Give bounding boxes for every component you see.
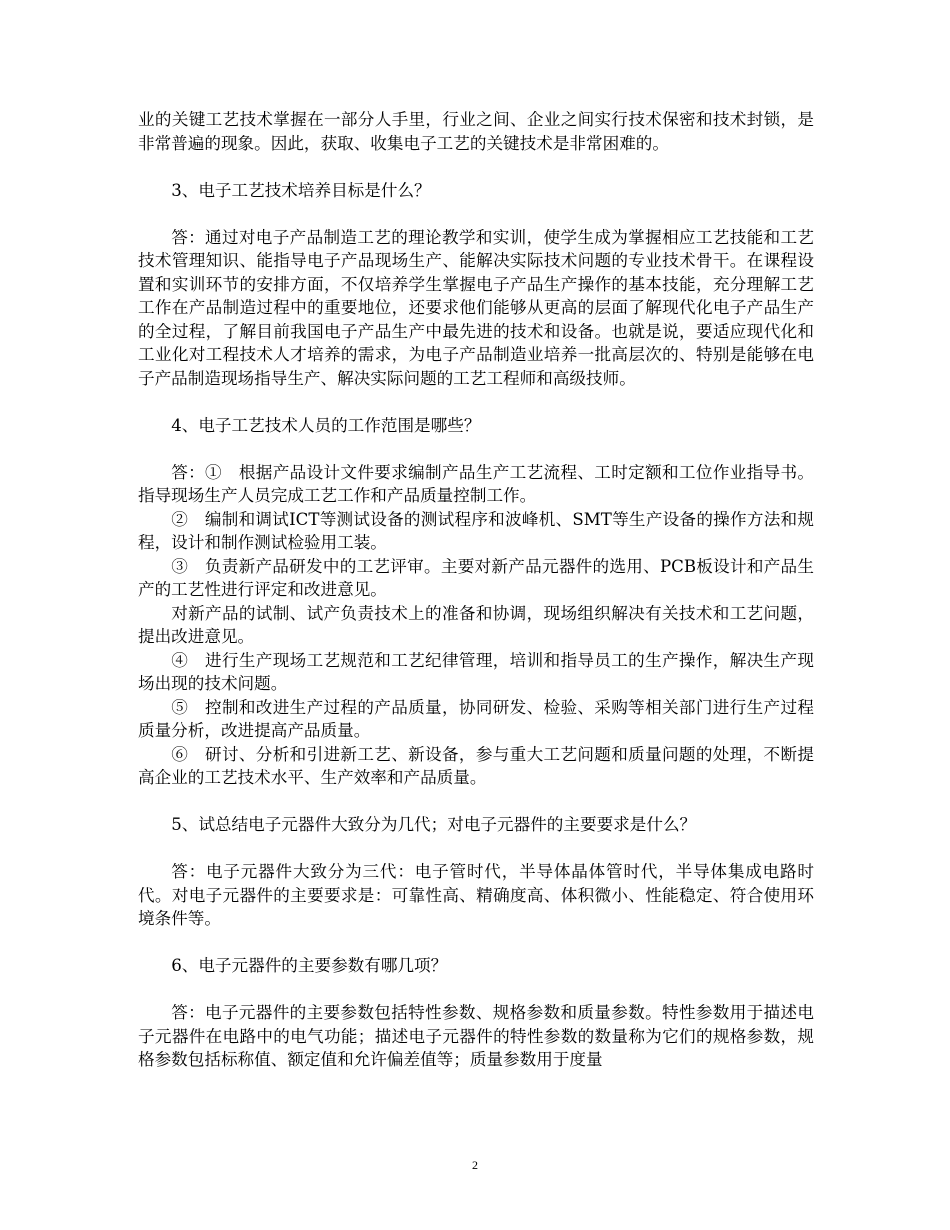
question-6-heading: 6、电子元器件的主要参数有哪几项？ xyxy=(171,956,448,975)
answer-4-item-1: 答：① 根据产品设计文件要求编制产品生产工艺流程、工时定额和工位作业指导书。指导现场生产人员完成工艺工作和产品质量控制工作。 xyxy=(138,462,814,505)
answer-5-paragraph: 答：电子元器件大致分为三代：电子管时代，半导体晶体管时代，半导体集成电路时代。对电子元器件的主要要求是：可靠性高、精确度高、体积微小、性能稳定、符合使用环境条件等。 xyxy=(138,862,814,928)
document-body xyxy=(138,108,814,1072)
answer-6-paragraph: 答：电子元器件的主要参数包括特性参数、规格参数和质量参数。特性参数用于描述电子元器件在电路中的电气功能；描述电子元器件的特性参数的数量称为它们的规格参数，规格参数包括标称值、额定值和允许偏差值等；质量参数用于度量 xyxy=(138,1003,814,1069)
question-3-heading: 3、电子工艺技术培养目标是什么？ xyxy=(171,180,431,200)
answer-4-item-3: ③ 负责新产品研发中的工艺评审。主要对新产品元器件的选用、PCB板设计和产品生产的工艺性进行评定和改进意见。 xyxy=(138,556,814,599)
answer-4-item-6: ⑥ 研讨、分析和引进新工艺、新设备，参与重大工艺问题和质量问题的处理，不断提高企业的工艺技术水平、生产效率和产品质量。 xyxy=(138,744,814,787)
answer-4-item-5: ⑤ 控制和改进生产过程的产品质量，协同研发、检验、采购等相关部门进行生产过程质量分析，改进提高产品质量。 xyxy=(138,697,814,740)
answer-4-item-2: ② 编制和调试ICT等测试设备的测试程序和波峰机、SMT等生产设备的操作方法和规程，设计和制作测试检验用工装。 xyxy=(138,509,814,552)
paragraph-continuation: 业的关键工艺技术掌握在一部分人手里，行业之间、企业之间实行技术保密和技术封锁，是非常普遍的现象。因此，获取、收集电子工艺的关键技术是非常困难的。 xyxy=(138,110,814,153)
page-number: 2 xyxy=(472,1158,478,1172)
question-5-heading: 5、试总结电子元器件大致分为几代；对电子元器件的主要要求是什么？ xyxy=(171,815,697,834)
answer-4-item-4: ④ 进行生产现场工艺规范和工艺纪律管理，培训和指导员工的生产操作，解决生产现场出现的技术问题。 xyxy=(138,650,814,693)
answer-4-item-3-continued: 对新产品的试制、试产负责技术上的准备和协调，现场组织解决有关技术和工艺问题，提出改进意见。 xyxy=(138,603,814,646)
answer-3-paragraph: 答：通过对电子产品制造工艺的理论教学和实训，使学生成为掌握相应工艺技能和工艺技术管理知识、能指导电子产品现场生产、能解决实际技术问题的专业技术骨干。在课程设置和实训环节的安排方面，不仅培养学生掌握电子产品生产操作的基本技能，充分理解工艺工作在产品制造过程中的重要地位，还要求他们能够从更高的层面了解现代化电子产品生产的全过程，了解目前我国电子产品生产中最先进的技术和设备。也就是说，要适应现代化和工业化对工程技术人才培养的需求，为电子产品制造业培养一批高层次的、特别是能够在电子产品制造现场指导生产、解决实际问题的工艺工程师和高级技师。 xyxy=(138,227,814,388)
question-4-heading: 4、电子工艺技术人员的工作范围是哪些？ xyxy=(171,415,481,435)
